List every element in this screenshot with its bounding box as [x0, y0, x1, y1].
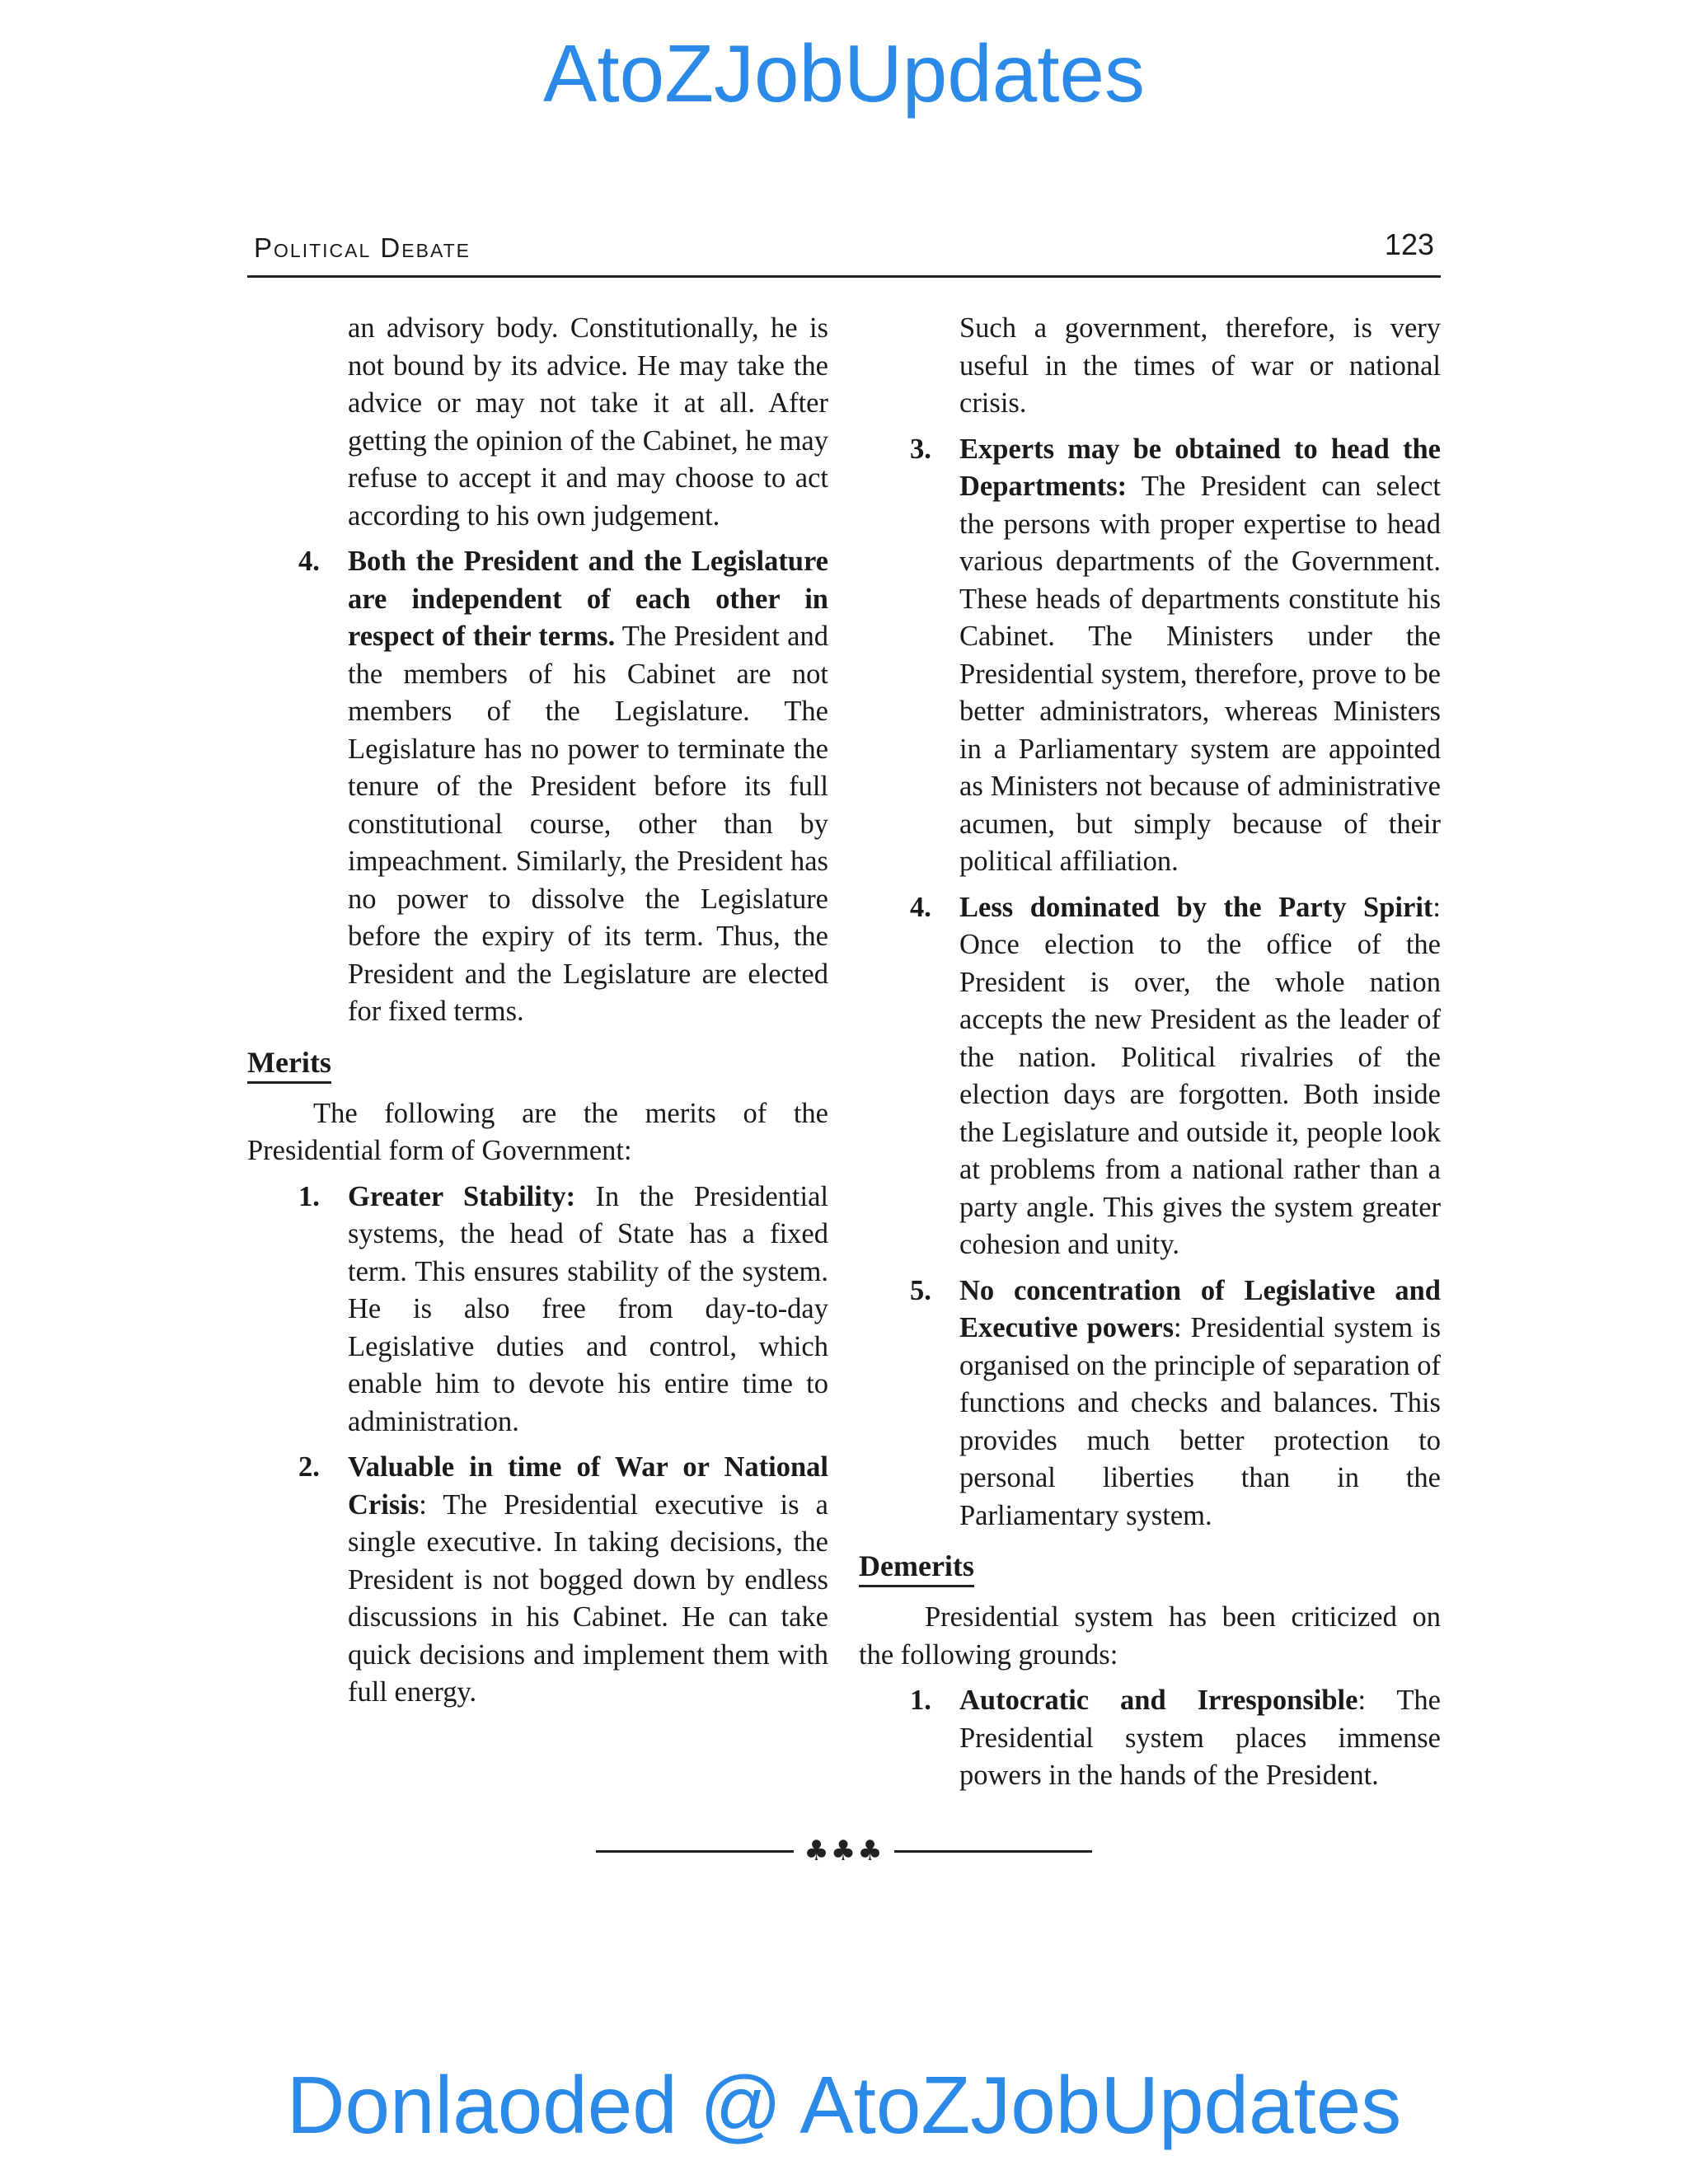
merit-item-1 — [247, 1179, 828, 1441]
item-number: 4. — [910, 891, 931, 923]
item-body: : Once election to the office of the President is over, the whole nation accepts the new President as the leader of the nation. Political rivalries of the election days are forgotten. Both inside the Legislature and outside it, people look at problems from a national rather than a party angle. This gives the system greater cohesion and unity. — [959, 891, 1441, 1260]
merit-item-4 — [859, 889, 1441, 1264]
merit-item-5 — [859, 1272, 1441, 1535]
section-end-ornament — [0, 1835, 1688, 1868]
left-column — [247, 310, 828, 1712]
ornament-rule-right — [894, 1850, 1092, 1853]
demerit-item-1 — [859, 1682, 1441, 1795]
continuation-paragraph: an advisory body. Constitutionally, he is not bound by its advice. He may take the advice or may not take it at all. After getting the opinion of the Cabinet, he may refuse to accept it and may choose to act according to his own judgement. — [348, 312, 828, 532]
item-body: : The Presidential system places immense powers in the hands of the President. — [959, 1685, 1441, 1791]
item-number: 3. — [910, 433, 931, 465]
merit-item-3 — [859, 431, 1441, 881]
item-number: 5. — [910, 1274, 931, 1306]
item-number: 2. — [298, 1451, 320, 1483]
page-number: 123 — [1384, 227, 1434, 261]
continuation-paragraph: Such a government, therefore, is very useful in the times of war or national crisis. — [959, 312, 1441, 419]
item-title: Greater Stability: — [348, 1180, 576, 1212]
merits-intro: The following are the merits of the Presidential form of Government: — [247, 1097, 828, 1166]
item-number: 4. — [298, 546, 320, 577]
item-body: The President can select the persons with proper expertise to head various departments of the Government. These heads of departments constitute his Cabinet. The Ministers under the Presidential system, therefore, prove to be better administrators, whereas Ministers in a Parliamentary system are appointed as Ministers not because of administrative acumen, but simply because of their political affiliation. — [959, 471, 1441, 877]
item-title: Autocratic and Irresponsible — [959, 1685, 1358, 1716]
demerits-intro: Presidential system has been criticized on the following grounds: — [859, 1601, 1441, 1671]
item-body: The President and the members of his Cabinet are not members of the Legislature. The Legislature has no power to terminate the tenure of the President before its full constitutional course, other than by impeachment. Similarly, the President has no power to dissolve the Legislature before the expiry of its term. Thus, the President and the Legislature are elected for fixed terms. — [348, 621, 828, 1027]
item-title: Valuable in time of War or National Crisis — [348, 1451, 828, 1521]
watermark-bottom: Donlaoded @ AtoZJobUpdates — [286, 2060, 1402, 2150]
right-column — [859, 310, 1441, 1795]
ornament-rule-left — [596, 1850, 794, 1853]
item-number: 1. — [910, 1685, 931, 1716]
item-title: Experts may be obtained to head the Departments: — [959, 433, 1441, 502]
page-header — [247, 224, 1441, 278]
item-body: : The Presidential executive is a single executive. In taking decisions, the President is not bogged down by endless discussions in his Cabinet. He can take quick decisions and implement them with full energy. — [348, 1488, 828, 1708]
item-title: Both the President and the Legislature are independent of each other in respect of their terms. — [348, 546, 828, 652]
watermark-top: AtoZJobUpdates — [543, 28, 1145, 119]
item-title: Less dominated by the Party Spirit — [959, 891, 1433, 923]
feature-item-4 — [247, 543, 828, 1031]
item-title: No concentration of Legislative and Executive powers — [959, 1274, 1441, 1343]
running-title: Political Debate — [254, 232, 471, 263]
item-number: 1. — [298, 1180, 320, 1212]
clubs-icon: ♣♣♣ — [804, 1835, 884, 1868]
item-body: In the Presidential systems, the head of State has a fixed term. This ensures stability of the system. He is also free from day-to-day Legislative duties and control, which enable him to devote his entire time to administration. — [348, 1180, 828, 1437]
merit-item-2 — [247, 1449, 828, 1712]
merits-heading: Merits — [247, 1044, 331, 1084]
item-body: : Presidential system is organised on the principle of separation of functions and checks and balances. This provides much better protection to personal liberties than in the Parliamentary system. — [959, 1312, 1441, 1531]
demerits-heading: Demerits — [859, 1548, 974, 1587]
